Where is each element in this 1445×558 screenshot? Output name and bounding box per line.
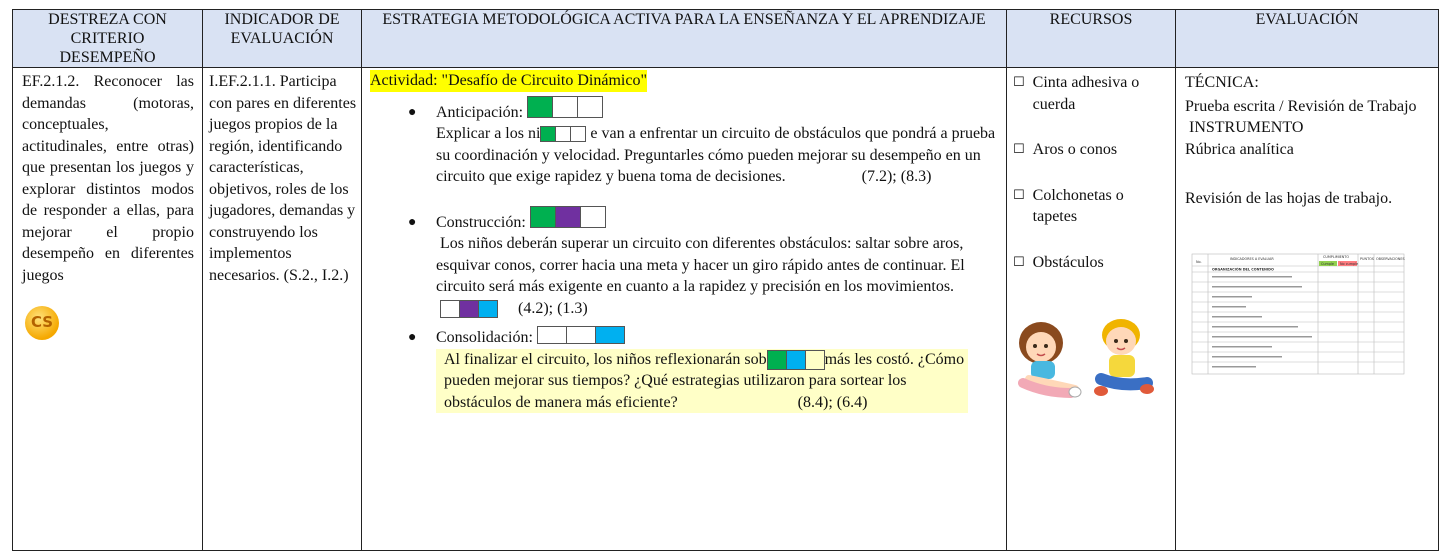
rubric-thumbnail [1190,250,1408,378]
header-indicador: INDICADOR DE EVALUACIÓN [203,10,362,68]
rubric-col-puntos: PUNTOS [1360,256,1374,261]
construccion-refs: (4.2); (1.3) [518,299,588,317]
instrumento-label: INSTRUMENTO [1189,119,1304,136]
recursos-cell [1007,68,1176,551]
estrategia-cell [362,68,1007,551]
progress-boxes-icon [527,96,603,118]
destreza-cell [13,68,203,551]
anticipacion-refs: (7.2); (8.3) [861,168,932,185]
rubric-col-cumplimiento: CUMPLIMIENTO [1323,254,1350,259]
header-evaluacion: EVALUACIÓN [1176,10,1439,68]
cs-logo: CS [25,306,59,340]
tecnica-text: Prueba escrita / Revisión de Trabajo [1185,97,1417,115]
recurso-label: Obstáculos [1032,253,1104,271]
recurso-label: Colchonetas o tapetes [1032,186,1124,225]
recurso-item [1013,252,1169,274]
indicador-text: I.EF.2.1.1. Participa con pares en diferentes juegos propios de la región, identificando características, objetivos, roles de los jugadores, demandas y construyendo los implementos necesarios. (S.2., I.2.) [209,73,357,284]
header-recursos: RECURSOS [1007,10,1176,68]
progress-boxes-icon [537,326,625,344]
content-row [13,68,1439,551]
instrumento-text: Rúbrica analítica [1185,140,1294,158]
consolidacion-refs: (8.4); (6.4) [797,393,868,411]
recurso-label: Cinta adhesiva o cuerda [1032,74,1140,113]
rubric-col-cumple: Cumple [1321,261,1334,266]
evaluacion-cell [1176,68,1439,551]
children-stretching-illustration [1009,313,1159,401]
consolidacion-text-b: más les costó. ¿Cómo pueden mejorar sus tiempos? ¿Qué estrategias utilizaron para sortear los obstáculos de manera más eficiente? [444,350,965,411]
recurso-item [1013,72,1169,115]
boy-figure [1094,319,1154,396]
consolidacion-label: Consolidación: [436,329,533,346]
rubric-col-obs: OBSERVACIONES [1376,256,1405,261]
anticipacion-text-a: Explicar a los ni [436,125,541,142]
anticipacion-label: Anticipación: [436,103,524,121]
progress-boxes-icon [440,300,498,318]
consolidacion-text-a: Al finalizar el circuito, los niños reflexionarán sob [444,350,767,368]
header-destreza: DESTREZA CON CRITERIO DESEMPEÑO [13,10,203,68]
girl-figure [1019,322,1081,397]
progress-boxes-icon [530,206,606,228]
construccion-text: Los niños deberán superar un circuito con diferentes obstáculos: saltar sobre aros, esquivar conos, correr hacia una meta y hacer un giro rápido antes de continuar. El circuito será más exigente en cuanto a la rapidez y precisión en los movimientos. [436,235,965,295]
checkbox-icon: ☐ [1013,142,1025,157]
lesson-plan-table [12,9,1439,551]
tecnica-label: TÉCNICA: [1185,74,1259,91]
construccion-label: Construcción: [436,213,526,231]
progress-boxes-icon [767,350,825,370]
recurso-item [1013,185,1169,228]
rubric-col-no-cumple: No cumple [1340,261,1359,266]
anticipacion-text-b: e van a enfrentar un circuito de obstáculos que pondrá a prueba su coordinación y velocidad. Preguntarles cómo pueden mejorar su desempeño en un circuito que exige rapidez y buena toma de decisiones. [436,125,996,185]
bullet-icon: ● [408,104,417,120]
rubric-col-no: No. [1196,259,1202,264]
rubric-section: ORGANIZACIÓN DEL CONTENIDO [1212,267,1274,271]
bullet-icon: ● [408,330,417,345]
checkbox-icon: ☐ [1013,254,1025,270]
revision-text: Revisión de las hojas de trabajo. [1185,190,1393,207]
phase-consolidacion [370,327,998,413]
destreza-text: EF.2.1.2. Reconocer las demandas (motoras, conceptuales, actitudinales, entre otras) que presentan los juegos y explorar distintos modos de responder a ellas, para mejorar el propio desempeño en diferentes juegos [22,73,194,284]
progress-boxes-icon [540,126,586,142]
checkbox-icon: ☐ [1013,75,1025,90]
indicador-cell [203,68,362,551]
recurso-item [1013,139,1169,161]
header-row [13,10,1439,68]
rubric-col-indicador: INDICADORES A EVALUAR [1230,256,1274,261]
bullet-icon: ● [408,214,417,230]
checkbox-icon: ☐ [1013,187,1025,203]
phase-anticipacion [370,102,998,188]
header-estrategia: ESTRATEGIA METODOLÓGICA ACTIVA PARA LA ENSEÑANZA Y EL APRENDIZAJE [362,10,1007,68]
phase-construccion [370,212,998,320]
recurso-label: Aros o conos [1032,141,1118,158]
actividad-title: Actividad: "Desafío de Circuito Dinámico" [370,70,647,92]
